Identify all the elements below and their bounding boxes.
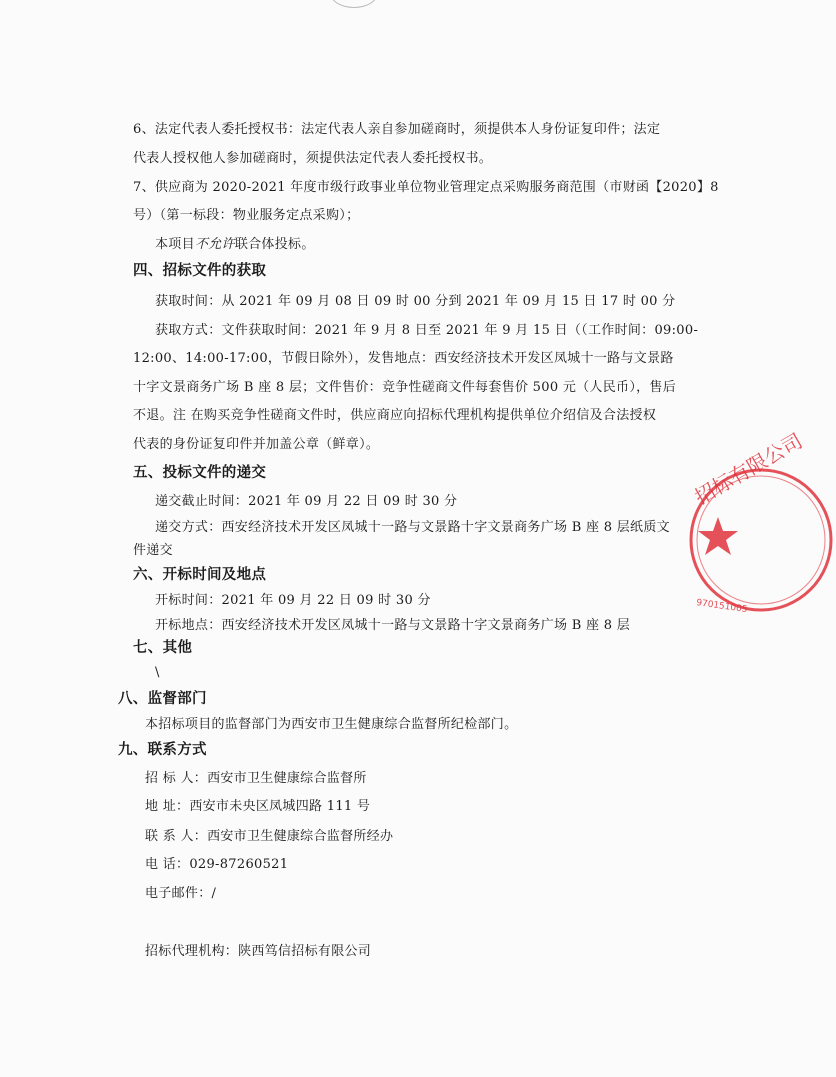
sec4-method-line1: 获取方式：文件获取时间：2021 年 9 月 8 日至 2021 年 9 月 15 日（（工作时间：09:00- (155, 323, 699, 338)
seal-star-icon (698, 517, 738, 555)
seal-graphic (686, 428, 836, 616)
consortium-prefix: 本项目 (155, 237, 195, 252)
section-5-heading: 五、投标文件的递交 (133, 465, 267, 481)
item7-line2: 号）（第一标段：物业服务定点采购）； (133, 208, 360, 223)
sec8-content: 本招标项目的监督部门为西安市卫生健康综合监督所纪检部门。 (145, 717, 518, 732)
contact-person: 联 系 人：西安市卫生健康综合监督所经办 (145, 829, 394, 844)
sec6-place: 开标地点：西安经济技术开发区凤城十一路与文景路十字文景商务广场 B 座 8 层 (155, 618, 631, 633)
contact-phone: 电 话：029-87260521 (145, 857, 289, 872)
sec4-method-line2: 12:00、14:00-17:00，节假日除外），发售地点：西安经济技术开发区凤城十一路与文景路 (133, 351, 674, 366)
contact-address: 地 址：西安市未央区凤城四路 111 号 (145, 799, 371, 814)
sec5-deadline: 递交截止时间：2021 年 09 月 22 日 09 时 30 分 (155, 494, 458, 509)
item6-line1: 6、法定代表人委托授权书：法定代表人亲自参加磋商时，须提供本人身份证复印件；法定 (133, 122, 661, 137)
consortium-line (155, 237, 315, 253)
sec4-time: 获取时间：从 2021 年 09 月 08 日 09 时 00 分到 2021 年 09 月 15 日 17 时 00 分 (155, 294, 676, 309)
sec7-content: \ (155, 665, 160, 680)
seal-number: 970151005 (695, 598, 749, 616)
section-6-heading: 六、开标时间及地点 (133, 567, 267, 583)
sec4-method-line3: 十字文景商务广场 B 座 8 层；文件售价：竞争性磋商文件每套售价 500 元（人民币），售后 (133, 380, 677, 395)
item7-line1: 7、供应商为 2020-2021 年度市级行政事业单位物业管理定点采购服务商范围（市财函【2020】8 (133, 180, 719, 195)
sec5-method-line2: 件递交 (133, 543, 173, 558)
section-8-heading: 八、监督部门 (118, 691, 207, 707)
section-9-heading: 九、联系方式 (118, 742, 207, 758)
official-seal (686, 428, 836, 616)
consortium-suffix: 联合体投标。 (234, 237, 315, 252)
section-4-heading: 四、招标文件的获取 (133, 263, 267, 279)
contact-email: 电子邮件：/ (145, 886, 217, 901)
contact-agency: 招标代理机构：陕西笃信招标有限公司 (145, 944, 372, 959)
contact-tenderer: 招 标 人：西安市卫生健康综合监督所 (145, 771, 367, 786)
section-7-heading: 七、其他 (133, 640, 193, 656)
binding-mark (330, 0, 378, 8)
seal-text: 招标有限公司 (690, 428, 807, 510)
sec5-method-line1: 递交方式：西安经济技术开发区凤城十一路与文景路十字文景商务广场 B 座 8 层纸质文 (155, 520, 670, 535)
sec4-method-line5: 代表的身份证复印件并加盖公章（鲜章）。 (133, 437, 380, 452)
sec6-time: 开标时间：2021 年 09 月 22 日 09 时 30 分 (155, 593, 431, 608)
sec4-method-line4: 不退。注 在购买竞争性磋商文件时，供应商应向招标代理机构提供单位介绍信及合法授权 (133, 408, 657, 423)
item6-line2: 代表人授权他人参加磋商时，须提供法定代表人委托授权书。 (133, 151, 493, 166)
consortium-emphasis: 不允许 (194, 237, 235, 252)
